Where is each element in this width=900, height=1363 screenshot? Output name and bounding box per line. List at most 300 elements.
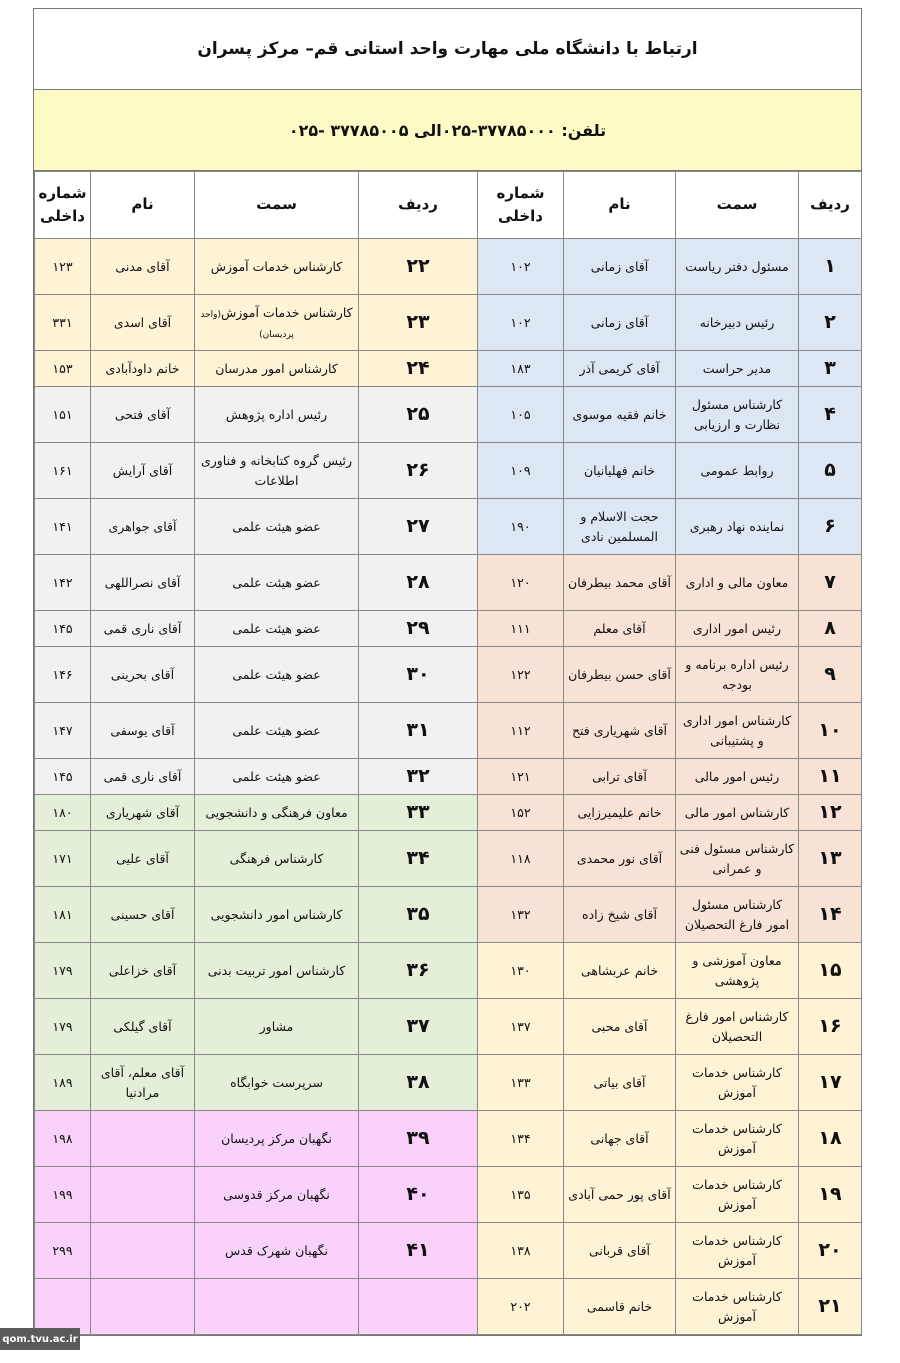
position-cell	[195, 831, 359, 887]
table-row	[35, 387, 862, 443]
row-number-text: ۲۹	[406, 616, 430, 639]
extension-cell-text: ۳۳۱	[52, 314, 73, 330]
header-row	[35, 172, 862, 239]
extension-cell	[35, 887, 91, 943]
row-number	[799, 555, 862, 611]
position-cell	[195, 999, 359, 1055]
table-row	[35, 1055, 862, 1111]
position-cell-text: کارشناس خدمات آموزش	[692, 1289, 782, 1324]
position-cell-text: رئیس امور اداری	[692, 620, 782, 636]
row-number-text: ۹	[824, 662, 836, 685]
position-cell-text: عضو هیئت علمی	[232, 666, 321, 682]
extension-cell-text: ۱۵۳	[52, 360, 73, 376]
name-cell	[564, 1055, 676, 1111]
position-cell-text: عضو هیئت علمی	[232, 620, 321, 636]
extension-cell-text: ۱۲۰	[510, 574, 531, 590]
name-cell	[564, 351, 676, 387]
row-number-text: ۴۰	[406, 1182, 430, 1205]
header-nam: نام	[91, 172, 195, 239]
position-cell	[195, 239, 359, 295]
name-cell	[564, 499, 676, 555]
row-number	[799, 1055, 862, 1111]
position-cell	[676, 239, 799, 295]
name-cell-text: آقای بحرینی	[110, 666, 175, 682]
position-cell	[195, 647, 359, 703]
table-row	[35, 239, 862, 295]
position-cell	[195, 795, 359, 831]
position-cell	[676, 999, 799, 1055]
row-number	[359, 703, 478, 759]
position-cell-text: کارشناس امور دانشجویی	[210, 906, 343, 922]
row-number	[359, 795, 478, 831]
name-cell	[564, 647, 676, 703]
name-cell-text: آقای شهریاری فتح	[571, 722, 668, 738]
contacts-table	[34, 171, 862, 1335]
position-cell-text: کارشناس مسئول فنی و عمرانی	[679, 841, 795, 876]
extension-cell-text: ۱۳۷	[510, 1018, 531, 1034]
position-cell	[676, 555, 799, 611]
extension-cell-text: ۱۳۳	[510, 1074, 531, 1090]
extension-cell	[35, 1055, 91, 1111]
extension-cell	[478, 795, 564, 831]
position-cell-text: مدیر حراست	[702, 360, 772, 376]
name-cell-text: آقای قربانی	[588, 1242, 651, 1258]
row-number	[359, 943, 478, 999]
position-cell	[195, 1111, 359, 1167]
position-cell	[676, 759, 799, 795]
position-cell-text: نگهبان شهرک قدس	[225, 1242, 328, 1258]
extension-cell	[478, 443, 564, 499]
extension-cell-text: ۱۱۲	[510, 722, 531, 738]
name-cell-text: آقای ترابی	[592, 768, 647, 784]
contact-sheet	[33, 8, 862, 1336]
position-cell-text: کارشناس امور مدرسان	[215, 360, 338, 376]
table-row	[35, 795, 862, 831]
row-number-text: ۲۸	[406, 570, 430, 593]
extension-cell-text: ۱۵۱	[52, 406, 73, 422]
position-cell-text: مشاور	[259, 1018, 294, 1034]
row-number	[799, 703, 862, 759]
extension-cell-text: ۱۲۱	[510, 768, 531, 784]
name-cell	[91, 555, 195, 611]
extension-cell	[478, 1223, 564, 1279]
extension-cell-text: ۱۳۵	[510, 1186, 531, 1202]
name-cell-text: خانم فقیه موسوی	[572, 406, 667, 422]
extension-cell-text: ۱۳۴	[510, 1130, 531, 1146]
extension-cell	[478, 647, 564, 703]
extension-cell-text: ۱۶۱	[52, 462, 73, 478]
position-cell	[676, 795, 799, 831]
position-cell	[676, 499, 799, 555]
name-cell	[91, 443, 195, 499]
name-cell-text: آقای خزاعلی	[108, 962, 177, 978]
position-cell	[676, 831, 799, 887]
table-row	[35, 611, 862, 647]
extension-cell	[35, 239, 91, 295]
extension-cell-text: ۱۰۵	[510, 406, 531, 422]
name-cell	[91, 647, 195, 703]
name-cell	[564, 1111, 676, 1167]
position-cell-text: کارشناس خدمات آموزش	[210, 258, 343, 274]
extension-cell	[35, 295, 91, 351]
extension-cell	[35, 647, 91, 703]
name-cell-text: آقای محبی	[591, 1018, 648, 1034]
name-cell-text: آقای محمد بیطرفان	[568, 574, 671, 590]
phone-line: تلفن: ۳۷۷۸۵۰۰۰-۰۲۵الی ۳۷۷۸۵۰۰۵ -۰۲۵	[34, 90, 861, 171]
name-cell-text: آقای زمانی	[590, 258, 649, 274]
extension-cell	[478, 999, 564, 1055]
row-number-text: ۳۸	[406, 1070, 430, 1093]
name-cell	[91, 999, 195, 1055]
name-cell	[564, 387, 676, 443]
position-cell	[676, 1111, 799, 1167]
extension-cell-text: ۱۴۱	[52, 518, 73, 534]
name-cell	[91, 703, 195, 759]
position-cell	[195, 1279, 359, 1335]
extension-cell	[478, 887, 564, 943]
extension-cell	[478, 499, 564, 555]
name-cell	[91, 499, 195, 555]
name-cell-text: آقای جواهری	[108, 518, 177, 534]
row-number	[799, 295, 862, 351]
extension-cell	[478, 1167, 564, 1223]
row-number-text: ۱۲	[818, 800, 842, 823]
position-cell-text: نگهبان مرکز پردیسان	[221, 1130, 332, 1146]
extension-cell	[35, 1279, 91, 1335]
row-number-text: ۲۴	[406, 356, 430, 379]
row-number	[799, 831, 862, 887]
row-number	[359, 887, 478, 943]
position-cell-text: معاون فرهنگی و دانشجویی	[205, 804, 348, 820]
row-number-text: ۳۰	[406, 662, 430, 685]
name-cell-text: آقای شیخ زاده	[582, 906, 657, 922]
extension-cell	[478, 759, 564, 795]
position-cell	[195, 499, 359, 555]
position-cell-text: کارشناس امور اداری و پشتیبانی	[682, 713, 792, 748]
website-badge: qom.tvu.ac.ir	[0, 1328, 80, 1350]
row-number	[799, 1167, 862, 1223]
row-number	[359, 1055, 478, 1111]
position-cell	[676, 647, 799, 703]
table-row	[35, 831, 862, 887]
position-cell-text: کارشناس امور فارغ التحصیلان	[685, 1009, 789, 1044]
extension-cell-text: ۱۰۲	[510, 258, 531, 274]
name-cell	[564, 1279, 676, 1335]
name-cell	[564, 611, 676, 647]
row-number-text: ۲۷	[406, 514, 430, 537]
position-cell-text: کارشناس امور مالی	[684, 804, 790, 820]
header-shomare: شماره داخلی	[478, 172, 564, 239]
extension-cell-text: ۱۴۵	[52, 620, 73, 636]
extension-cell-text: ۱۱۸	[510, 850, 531, 866]
position-cell-text: مسئول دفتر ریاست	[685, 258, 789, 274]
row-number	[799, 943, 862, 999]
position-cell	[676, 351, 799, 387]
row-number	[799, 887, 862, 943]
table-row	[35, 351, 862, 387]
position-cell	[195, 1167, 359, 1223]
table-row	[35, 555, 862, 611]
name-cell-text: آقای اسدی	[113, 314, 172, 330]
position-cell-text: عضو هیئت علمی	[232, 518, 321, 534]
table-row	[35, 943, 862, 999]
header-samt: سمت	[676, 172, 799, 239]
row-number-text: ۴	[824, 402, 836, 425]
name-cell-text: آقای معلم، آقای مرادنیا	[100, 1065, 185, 1100]
position-cell-text: رئیس اداره برنامه و بودجه	[685, 657, 789, 692]
position-cell	[676, 611, 799, 647]
name-cell	[91, 295, 195, 351]
name-cell-text: آقای پور حمی آبادی	[568, 1186, 671, 1202]
position-cell	[676, 703, 799, 759]
header-shomare: شماره داخلی	[35, 172, 91, 239]
row-number	[359, 759, 478, 795]
name-cell-text: خانم عربشاهی	[580, 962, 659, 978]
row-number-text: ۱۶	[818, 1014, 842, 1037]
extension-cell	[35, 443, 91, 499]
row-number-text: ۲۳	[406, 310, 430, 333]
row-number-text: ۳	[824, 356, 836, 379]
name-cell-text: آقای بیاتی	[593, 1074, 646, 1090]
extension-cell	[35, 795, 91, 831]
name-cell	[564, 703, 676, 759]
row-number-text: ۸	[824, 616, 836, 639]
position-cell-text: کارشناس خدمات آموزش	[692, 1233, 782, 1268]
extension-cell-text: ۱۰۹	[510, 462, 531, 478]
name-cell	[91, 1167, 195, 1223]
name-cell-text: خانم فهلیانیان	[583, 462, 655, 478]
name-cell	[564, 1167, 676, 1223]
extension-cell-text: ۱۹۹	[52, 1186, 73, 1202]
extension-cell-text: ۱۳۲	[510, 906, 531, 922]
page-title: ارتباط با دانشگاه ملی مهارت واحد استانی قم– مرکز پسران	[34, 9, 861, 90]
row-number-text: ۶	[824, 514, 836, 537]
position-cell	[676, 1279, 799, 1335]
name-cell-text: آقای معلم	[593, 620, 646, 636]
name-cell-text: آقای ناری قمی	[103, 620, 182, 636]
table-row	[35, 1223, 862, 1279]
extension-cell	[478, 703, 564, 759]
row-number-text: ۱۳	[818, 846, 842, 869]
position-cell-text: عضو هیئت علمی	[232, 768, 321, 784]
name-cell	[91, 1055, 195, 1111]
table-row	[35, 443, 862, 499]
position-cell	[676, 1167, 799, 1223]
header-samt: سمت	[195, 172, 359, 239]
row-number-text: ۲۶	[406, 458, 430, 481]
extension-cell	[35, 831, 91, 887]
extension-cell	[478, 1111, 564, 1167]
row-number	[799, 351, 862, 387]
position-cell-text: معاون آموزشی و پژوهشی	[692, 953, 782, 988]
extension-cell	[478, 831, 564, 887]
extension-cell-text: ۱۸۱	[52, 906, 73, 922]
name-cell-text: آقای جهانی	[590, 1130, 649, 1146]
row-number	[359, 999, 478, 1055]
extension-cell-text: ۱۹۸	[52, 1130, 73, 1146]
row-number	[799, 1279, 862, 1335]
extension-cell-text: ۱۷۹	[52, 962, 73, 978]
extension-cell	[35, 703, 91, 759]
row-number	[799, 611, 862, 647]
row-number	[359, 295, 478, 351]
position-cell-text: کارشناس خدمات آموزش	[692, 1177, 782, 1212]
name-cell-text: آقای نور محمدی	[576, 850, 663, 866]
position-cell-text: کارشناس خدمات آموزش	[221, 304, 353, 320]
extension-cell-text: ۱۲۲	[510, 666, 531, 682]
row-number	[799, 759, 862, 795]
position-cell-text: عضو هیئت علمی	[232, 574, 321, 590]
extension-cell	[35, 611, 91, 647]
extension-cell	[478, 295, 564, 351]
row-number-text: ۲۰	[818, 1238, 842, 1261]
extension-cell-text: ۱۴۶	[52, 666, 73, 682]
row-number	[799, 1223, 862, 1279]
name-cell-text: آقای کریمی آذر	[579, 360, 660, 376]
position-cell-text: رئیس گروه کتابخانه و فناوری اطلاعات	[200, 453, 353, 488]
row-number-text: ۳۲	[406, 764, 430, 787]
extension-cell-text: ۱۳۰	[510, 962, 531, 978]
name-cell	[91, 1279, 195, 1335]
name-cell	[91, 887, 195, 943]
name-cell	[564, 831, 676, 887]
extension-cell	[478, 351, 564, 387]
position-cell	[676, 443, 799, 499]
row-number-text: ۳۷	[406, 1014, 430, 1037]
position-cell	[195, 943, 359, 999]
row-number	[359, 1111, 478, 1167]
extension-cell	[35, 943, 91, 999]
name-cell-text: آقای شهریاری	[105, 804, 180, 820]
extension-cell	[35, 999, 91, 1055]
extension-cell-text: ۱۰۲	[510, 314, 531, 330]
position-cell-text: نگهبان مرکز قدوسی	[223, 1186, 330, 1202]
row-number	[359, 1223, 478, 1279]
table-row	[35, 703, 862, 759]
extension-cell-text: ۱۴۵	[52, 768, 73, 784]
name-cell	[564, 999, 676, 1055]
name-cell-text: آقای آرایش	[112, 462, 173, 478]
extension-cell	[478, 387, 564, 443]
position-cell	[676, 943, 799, 999]
extension-cell-text: ۱۴۷	[52, 722, 73, 738]
row-number-text: ۱۸	[818, 1126, 842, 1149]
row-number-text: ۳۳	[406, 800, 430, 823]
name-cell	[564, 295, 676, 351]
name-cell-text: خانم قاسمی	[586, 1298, 653, 1314]
table-row	[35, 295, 862, 351]
extension-cell	[478, 1279, 564, 1335]
row-number	[799, 795, 862, 831]
name-cell-text: حجت الاسلام و المسلمین نادی	[580, 509, 659, 544]
name-cell	[91, 759, 195, 795]
name-cell-text: آقای گیلکی	[113, 1018, 172, 1034]
extension-cell	[35, 1167, 91, 1223]
position-cell	[676, 1055, 799, 1111]
position-cell-text: روابط عمومی	[700, 462, 774, 478]
position-cell	[195, 1223, 359, 1279]
row-number	[799, 239, 862, 295]
row-number-text: ۱۰	[818, 718, 842, 741]
row-number	[799, 999, 862, 1055]
row-number	[799, 499, 862, 555]
row-number-text: ۳۹	[406, 1126, 430, 1149]
row-number-text: ۲۱	[818, 1294, 842, 1317]
row-number	[359, 831, 478, 887]
extension-cell	[478, 943, 564, 999]
name-cell	[91, 239, 195, 295]
table-row	[35, 887, 862, 943]
extension-cell-text: ۱۴۲	[52, 574, 73, 590]
extension-cell	[478, 239, 564, 295]
position-cell	[195, 759, 359, 795]
row-number-text: ۳۶	[406, 958, 430, 981]
row-number-text: ۲۵	[406, 402, 430, 425]
name-cell-text: آقای زمانی	[590, 314, 649, 330]
name-cell	[564, 1223, 676, 1279]
position-cell-text: نماینده نهاد رهبری	[689, 518, 785, 534]
position-cell-text: کارشناس خدمات آموزش	[692, 1065, 782, 1100]
row-number-text: ۴۱	[406, 1238, 430, 1261]
extension-cell	[478, 611, 564, 647]
table-row	[35, 999, 862, 1055]
name-cell	[91, 1111, 195, 1167]
table-row	[35, 647, 862, 703]
row-number-text: ۷	[824, 570, 836, 593]
extension-cell-text: ۲۰۲	[510, 1298, 531, 1314]
name-cell	[564, 759, 676, 795]
position-cell	[195, 555, 359, 611]
row-number-text: ۱۹	[818, 1182, 842, 1205]
extension-cell-text: ۱۸۳	[510, 360, 531, 376]
extension-cell	[478, 1055, 564, 1111]
row-number	[359, 647, 478, 703]
position-cell	[195, 611, 359, 647]
row-number-text: ۱۴	[818, 902, 842, 925]
row-number	[359, 499, 478, 555]
name-cell-text: خانم علیمیرزایی	[577, 804, 662, 820]
header-radif: ردیف	[799, 172, 862, 239]
table-row	[35, 1111, 862, 1167]
header-radif: ردیف	[359, 172, 478, 239]
header-nam: نام	[564, 172, 676, 239]
extension-cell	[35, 351, 91, 387]
name-cell	[564, 239, 676, 295]
extension-cell	[35, 1111, 91, 1167]
extension-cell-text: ۱۱۱	[510, 620, 531, 636]
row-number	[799, 443, 862, 499]
extension-cell-text: ۱۷۱	[52, 850, 73, 866]
row-number	[359, 443, 478, 499]
position-cell-text: عضو هیئت علمی	[232, 722, 321, 738]
name-cell	[564, 555, 676, 611]
position-cell-text: کارشناس فرهنگی	[229, 850, 324, 866]
extension-cell-text: ۱۲۳	[52, 258, 73, 274]
row-number-text: ۱	[824, 254, 836, 277]
position-cell	[195, 443, 359, 499]
extension-cell	[35, 499, 91, 555]
name-cell	[564, 795, 676, 831]
name-cell-text: آقای حسن بیطرفان	[568, 666, 671, 682]
name-cell	[564, 943, 676, 999]
row-number	[799, 647, 862, 703]
position-cell-text: سرپرست خوابگاه	[230, 1074, 323, 1090]
extension-cell-text: ۱۸۰	[52, 804, 73, 820]
name-cell-text: خانم داودآبادی	[105, 360, 180, 376]
row-number-text: ۱۱	[818, 764, 842, 787]
position-cell	[195, 295, 359, 351]
position-cell-text: کارشناس مسئول نظارت و ارزیابی	[691, 397, 783, 432]
